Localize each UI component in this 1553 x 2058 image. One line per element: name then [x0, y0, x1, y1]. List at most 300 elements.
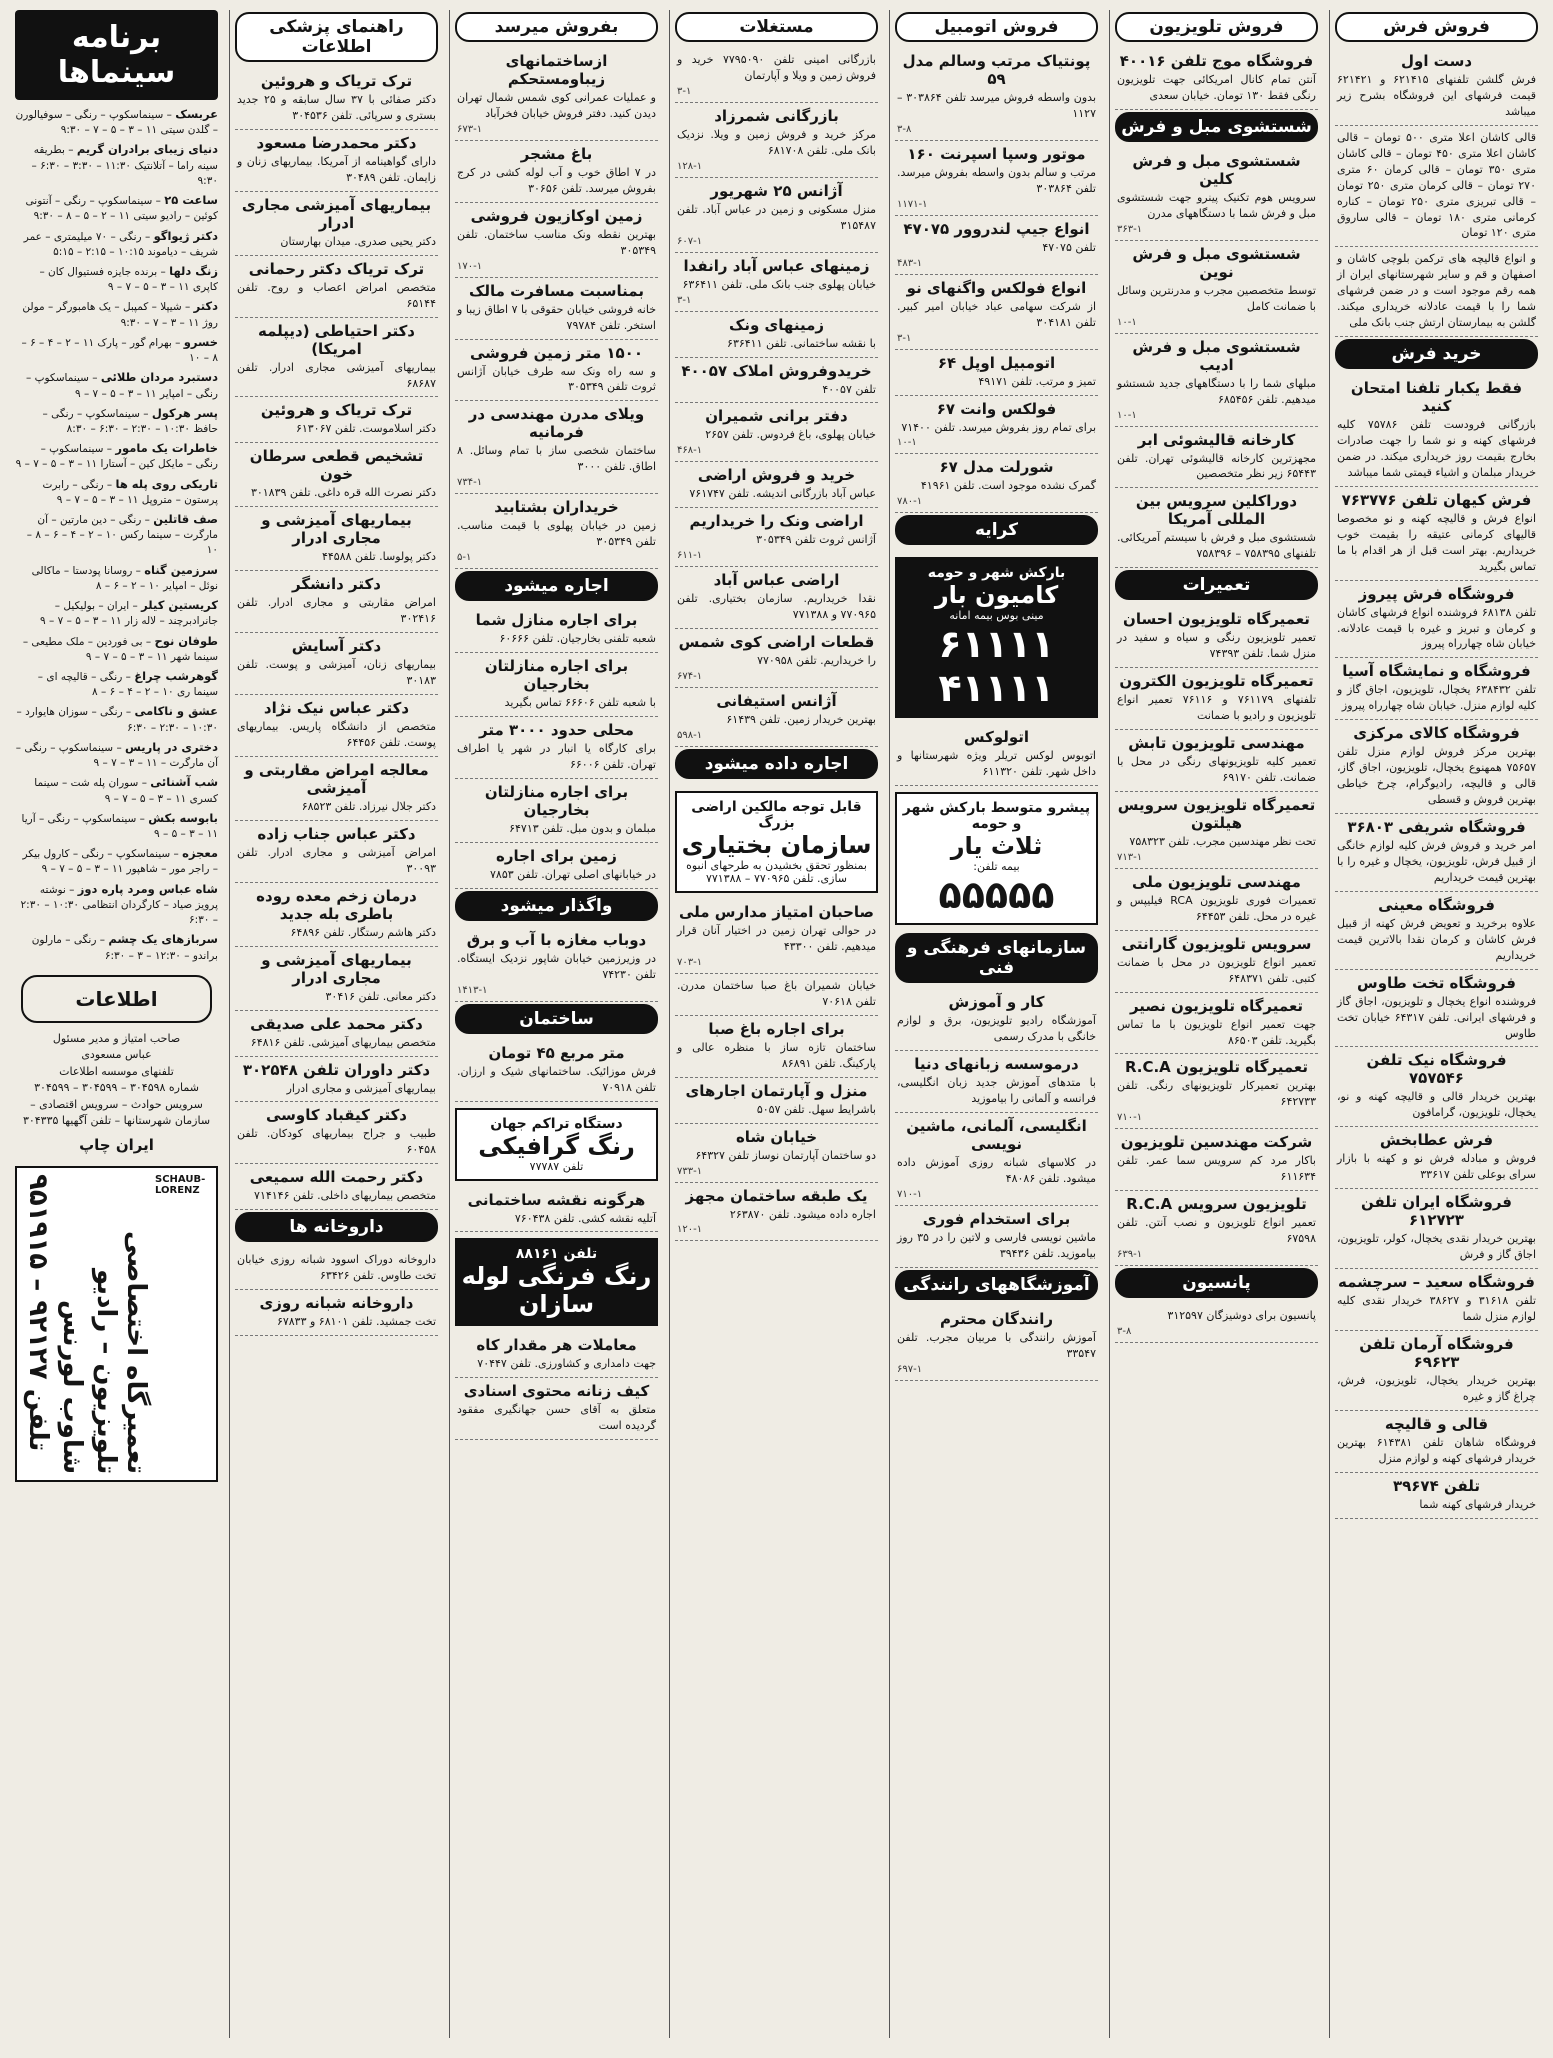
film-details: رنگی – دین مارتین – آن مارگرت – سینما رکس ۱۰ – ۲ – ۴ – ۶ – ۸ – ۱۰ [26, 514, 218, 557]
classified-ad [1335, 658, 1538, 720]
classified-ad [675, 48, 878, 103]
film-name: دکتر [193, 299, 218, 314]
ad-code: ۳۶۳-۱ [1117, 223, 1143, 235]
ad-title: فروشگاه کالای مرکزی [1353, 724, 1520, 743]
ad-title: فقط یکبار تلفنا امتحان کنید [1350, 379, 1523, 416]
ad-text: بهترین خریدار قالی و قالیچه کهنه و نو، یخچال، تلویزیون، گرامافون [1337, 1090, 1536, 1120]
classified-ad [895, 454, 1098, 513]
ad-text: بازرگانی امینی تلفن ۷۷۹۵۰۹۰ خرید و فروش زمین و ویلا و آپارتمان [677, 53, 876, 82]
ad-code: ۵۹۸-۱ [677, 730, 703, 741]
ad-code: ۷۳۴-۱ [457, 477, 483, 489]
film-name: طوفان نوح [154, 633, 218, 648]
ad-text: مجهزترین کارخانه قالیشوئی تهران. تلفن ۶۵۴۴۳ زیر نظر متخصصین [1117, 451, 1316, 481]
ad-title: برای استخدام فوری [922, 1209, 1071, 1228]
classified-ad [455, 141, 658, 203]
display-ad-box [895, 557, 1098, 718]
ad-title: فولکس وانت ۶۷ [936, 399, 1057, 418]
film-details: سینماسکوپ – رنگی – امپایر ۱۱ – ۳ – ۵ – ۷ – ۹ [26, 372, 218, 400]
classified-ad [235, 443, 438, 507]
classified-ad [1115, 869, 1318, 931]
ad-title: شورلت مدل ۶۷ [939, 458, 1054, 477]
film-details: روسانا پودستا – ماکالی نوئل – امپایر ۱۰ – ۲ – ۶ – ۸ [31, 564, 218, 592]
cinema-listing: زنگ دلها – برنده جایزه فستیوال کان – کاپری ۱۱ – ۳ – ۵ – ۷ – ۹ [39, 263, 218, 294]
ad-title: آژانس ۲۵ شهریور [710, 181, 843, 200]
ad-text: خیابان شمیران باغ صبا ساختمان مدرن. تلفن ۷۰۶۱۸ [677, 978, 876, 1008]
ad-text: برای تمام روز بفروش میرسد. تلفن ۷۱۴۰۰ [901, 420, 1096, 434]
section-header: فروش تلویزیون [1115, 12, 1318, 42]
film-details: رنگی – مارلون براندو – ۱۲:۳۰ – ۳ – ۶:۳۰ [31, 934, 218, 962]
ad-text: امر خرید و فروش فرش کلیه لوازم خانگی از قبیل فرش، تلویزیون، یخچال و غیره را با بهترین قیمت خریداریم [1337, 839, 1536, 884]
cinema-program-header: برنامه سینماها [15, 10, 218, 100]
classified-ad [1335, 1473, 1538, 1519]
ad-title: فروشگاه و نمایشگاه آسیا [1342, 662, 1531, 681]
ad-code: ۳-۱ [897, 332, 912, 344]
classified-ad [455, 340, 658, 402]
classified-ad [235, 130, 438, 192]
section-header: اجاره داده میشود [675, 749, 878, 779]
ad-text: امراض آمیزشی و مجاری ادرار. تلفن ۳۰۰۹۳ [237, 845, 436, 875]
film-details: سینماسکوپ – رنگی – آن مارگرت – ۱۱ – ۳ – ۷ – ۹ [15, 741, 218, 770]
classified-ad [895, 1306, 1098, 1381]
ad-title: منزل و آپارتمان اجارهای [685, 1081, 868, 1100]
ad-text: جهت دامداری و کشاورزی. تلفن ۷۰۴۴۷ [477, 1357, 656, 1371]
ad-code: ۱۰-۱ [1117, 316, 1137, 328]
column-4 [669, 10, 883, 2038]
ad-title: دکتر محمد علی صدیقی [250, 1014, 423, 1033]
classified-ad [1115, 730, 1318, 792]
film-name: پسر هرکول [151, 405, 218, 420]
ad-text: متخصص از دانشگاه پاریس. بیماریهای پوست. تلفن ۶۴۴۵۶ [237, 720, 436, 749]
section-header: بفروش میرسد [455, 12, 658, 42]
classified-ad [235, 256, 438, 318]
classified-ad [1335, 1331, 1538, 1411]
ad-title: دکتر دانشگر [292, 575, 381, 594]
film-name: عشق و ناکامی [134, 704, 218, 719]
ad-title: هرگونه نقشه ساختمانی [467, 1190, 646, 1209]
ad-text: پانسیون برای دوشیزگان ۳۱۲۵۹۷ [1167, 1309, 1316, 1323]
ad-code: ۱۷۰-۱ [457, 260, 483, 272]
ad-text: در ۷ اطاق خوب و آب لوله کشی در کرج بفروش میرسد. تلفن ۳۰۶۵۶ [457, 165, 656, 195]
section-header: خرید فرش [1335, 339, 1538, 369]
ad-text: تلفن ۶۳۸۴۳۲ یخچال، تلویزیون، اجاق گاز و کلیه لوازم منزل. خیابان شاه چهارراه پیروز [1337, 683, 1537, 713]
ad-text: توسط متخصصین مجرب و مدرنترین وسائل با ضمانت کامل [1117, 283, 1316, 313]
film-name: خسرو [183, 334, 218, 349]
ad-title: کارخانه قالیشوئی ابر [1137, 430, 1296, 449]
ad-code: ۷۸۰-۱ [897, 496, 923, 508]
ad-text: فروشگاه شاهان تلفن ۶۱۴۳۸۱ بهترین خریدار فرشهای کهنه و لوازم منزل [1337, 1435, 1536, 1465]
classified-ad [1115, 427, 1318, 489]
film-details: نوشته پرویز صیاد – کارگردان انتظامی ۱۰:۳۰ – ۲:۳۰ – ۶:۳۰ [20, 883, 218, 927]
classified-ad [235, 1164, 438, 1210]
classified-ad [1335, 48, 1538, 126]
ad-title: قطعات اراضی کوی شمس [678, 633, 875, 652]
classified-ad [895, 48, 1098, 141]
classified-ad [1335, 814, 1538, 892]
film-details: رنگی – سوزان هایوارد – ۱۰:۳۰ – ۲:۳۰ – ۶:۳۰ [16, 706, 218, 734]
classified-ad [1335, 581, 1538, 659]
film-details: سینماسکوپ – رنگی – سوفیالورن – گلدن سیتی ۱۱ – ۳ – ۵ – ۷ – ۹:۳۰ [15, 109, 218, 137]
ad-text: داروخانه دوراک اسوود شبانه روزی خیابان تخت طاوس. تلفن ۶۳۴۲۶ [237, 1253, 436, 1283]
classified-ad [675, 688, 878, 747]
ad-title: فروشگاه شریفی ۳۶۸۰۳ [1347, 818, 1526, 836]
classified-ad [235, 1102, 438, 1164]
classified-ad [675, 1016, 878, 1078]
classified-ad [455, 48, 658, 141]
cinema-listings [15, 106, 218, 967]
classified-ad [1335, 720, 1538, 814]
classified-ad [1115, 606, 1318, 668]
film-name: کریستین کیلر [141, 598, 218, 613]
ad-text: شستشوی مبل و فرش با سیستم آمریکائی. تلفنهای ۷۵۸۳۹۵ – ۷۵۸۳۹۶ [1117, 531, 1316, 561]
ad-text: متخصص بیماریهای داخلی. تلفن ۷۱۴۱۴۶ [254, 1189, 436, 1203]
classified-ad [1335, 970, 1538, 1048]
ad-title: خریداران بشتابید [494, 498, 619, 517]
classified-ad [235, 947, 438, 1011]
cinema-listing: سرزمین گناه – روسانا پودستا – ماکالی نوئل – امپایر ۱۰ – ۲ – ۶ – ۸ [31, 562, 218, 592]
classified-ad [675, 629, 878, 688]
classified-ad [675, 312, 878, 358]
ad-title: خیابان شاه [735, 1127, 818, 1146]
film-details: شیپلا – کمپبل – یک هامبورگر – مولن روژ ۱۱ – ۳ – ۷ – ۹:۳۰ [22, 301, 218, 329]
film-details: بی فوردین – ملک مطیعی – سینما شهر ۱۱ – ۳ – ۵ – ۷ – ۹ [22, 635, 218, 663]
ad-text: بهترین خریدار نقدی یخچال، کولر، تلویزیون، اجاق گاز و فرش [1337, 1232, 1536, 1262]
ad-title: دکتر احتیاطی (دیپلمه امریکا) [257, 321, 416, 358]
classified-ad [455, 494, 658, 569]
ad-text: ساختمان تازه ساز با منظره عالی و پارکینگ. تلفن ۸۶۸۹۱ [677, 1040, 876, 1070]
ad-text: با نقشه ساختمانی. تلفن ۶۳۶۴۱۱ [727, 336, 876, 350]
ad-title: دوراکلین سرویس بین المللی آمریکا [1135, 492, 1298, 529]
cinema-listing: عربسک – سینماسکوپ – رنگی – سوفیالورن – گلدن سیتی ۱۱ – ۳ – ۵ – ۷ – ۹:۳۰ [15, 107, 218, 137]
masthead [15, 1031, 218, 1157]
ad-text: تعمیر انواع تلویزیون و نصب آنتن. تلفن ۶۷۵۹۸ [1117, 1216, 1316, 1246]
film-name: شاه عباس ومرد پاره دوز [77, 881, 218, 896]
ad-code: ۴۶۸-۱ [677, 445, 703, 457]
section-header: فروش فرش [1335, 12, 1538, 42]
cinema-listing: شب آشنائی – سوران پله شت – سینما کسری ۱۱ – ۳ – ۵ – ۷ – ۹ [34, 775, 218, 805]
ad-title: بمناسبت مسافرت مالک [469, 281, 644, 300]
ad-text: بازرگانی فرودست تلفن ۷۵۷۸۶ کلیه فرشهای کهنه و نو شما را جهت صادرات بخارج بقیمت روز خریداری میکند. در ضمن خریدار مبلمان و اشیاء قیمتی شما میباشد [1337, 418, 1536, 479]
ad-text: و انواع قالیچه های ترکمن بلوچی کاشان و اصفهان و قم و سایر شهرستانهای ایران از همه رقم موجود است و در ضمن فرشهای شما را با قیمت عادلانه خریداری میکند. گلشن به بیمارستان ارتش جنب بانک ملی [1337, 252, 1536, 330]
section-header: داروخانه ها [235, 1212, 438, 1242]
column-3 [889, 10, 1103, 2038]
ad-title: فرش عطابخش [1379, 1131, 1494, 1150]
film-details: ایران – بولیکیل – جانرادبرچند – لاله زار ۱۱ – ۳ – ۵ – ۷ – ۹ [40, 600, 218, 628]
ad-text: در کلاسهای شبانه روزی آموزش داده میشود. تلفن ۴۸۰۸۶ [897, 1156, 1096, 1185]
film-details: سینماسکوپ – رنگی – مایکل کین – آستارا ۱۱ – ۳ – ۵ – ۷ – ۹ [15, 443, 218, 471]
classified-ad [895, 350, 1098, 396]
film-name: خاطرات یک مامور [115, 441, 218, 456]
classified-ad [1115, 993, 1318, 1055]
ad-title: تلفن ۳۹۶۷۴ [1392, 1476, 1481, 1495]
column-7 [10, 10, 223, 2038]
ad-code: ۷۰۳-۱ [677, 956, 703, 968]
ad-code: ۵-۱ [457, 552, 472, 564]
ad-text: را خریداریم. تلفن ۷۷۰۹۵۸ [757, 654, 876, 668]
classified-ad [895, 141, 1098, 216]
ad-text: سرویس هوم تکنیک پینرو جهت شستشوی مبل و فرش شما با دستگاههای مدرن [1117, 190, 1316, 220]
film-name: زنگ دلها [169, 263, 218, 278]
masthead-line: سرویس حوادث – سرویس اقتصادی – سازمان شهرستانها – تلفن آگهیها ۳۰۴۳۳۵ [22, 1097, 211, 1128]
classified-ad [235, 821, 438, 883]
ad-text: با متدهای آموزش جدید زبان انگلیسی، فرانسه و آلمانی را بیاموزید [897, 1076, 1096, 1106]
section-header: شستشوی مبل و فرش [1115, 112, 1318, 142]
box-note: بیمه تلفن: [973, 860, 1020, 874]
masthead-line: عباس مسعودی [81, 1048, 152, 1062]
ad-text: بهترین خریدار زمین. تلفن ۶۱۴۳۹ [726, 713, 876, 727]
ad-title: شستشوی مبل و فرش کلین [1132, 151, 1301, 188]
cinema-listing: خسرو – بهرام گور – پارک ۱۱ – ۲ – ۴ – ۶ – ۸ – ۱۰ [21, 334, 218, 365]
ad-text: تعمیرات فوری تلویزیون RCA فیلیپس و غیره در محل. تلفن ۶۴۴۵۳ [1117, 893, 1316, 923]
column-6 [229, 10, 443, 2038]
ad-title: ازساختمانهای زیباومستحکم [505, 52, 608, 88]
ad-code: ۶۹۷-۱ [897, 1363, 923, 1375]
classified-ad [1335, 1189, 1538, 1269]
classified-ad [235, 192, 438, 256]
classified-ad [455, 717, 658, 779]
ad-text: نقدا خریداریم. سازمان بختیاری. تلفن ۷۷۰۹۶۵ و ۷۷۱۳۸۸ [677, 592, 876, 622]
film-details: سینماسکوپ – رنگی – آنتونی کوئین – رادیو سیتی ۱۱ – ۲ – ۵ – ۸ – ۹:۳۰ [25, 195, 218, 223]
classified-ad [675, 462, 878, 508]
ad-text: اتوبوس لوکس تریلر ویژه شهرستانها و داخل شهر. تلفن ۶۱۱۳۲۰ [897, 749, 1096, 779]
ad-text: متخصص امراض اعصاب و روح. تلفن ۶۵۱۴۴ [237, 280, 436, 310]
ad-text: شعبه تلفنی بخارجیان. تلفن ۶۰۶۶۶ [499, 632, 656, 646]
cinema-listing: شاه عباس ومرد پاره دوز – نوشته پرویز صیاد – کارگردان انتظامی ۱۰:۳۰ – ۲:۳۰ – ۶:۳۰ [20, 881, 218, 927]
classified-ad [1115, 241, 1318, 334]
ad-text: متعلق به آقای حسن جهانگیری مفقود گردیده است [457, 1403, 656, 1433]
classified-ad [235, 318, 438, 398]
ad-title: دکتر محمدرضا مسعود [256, 133, 417, 152]
ad-title: درموسسه زبانهای دنیا [914, 1055, 1079, 1074]
ad-title: قالی و قالیچه [1384, 1414, 1489, 1433]
schaub-lorenz-ad [15, 1166, 218, 1482]
box-title: رنگ فرنگی لوله سازان [461, 1262, 652, 1319]
ad-text: دکتر جلال نیرزاد. تلفن ۶۸۵۲۳ [301, 799, 436, 813]
classified-ad [895, 724, 1098, 786]
ad-title: تعمیرگاه تلویزیون الکترون [1119, 672, 1314, 691]
film-name: تاریکی روی پله ها [115, 476, 218, 491]
ad-title: برای اجاره منازل شما [475, 611, 638, 630]
ad-text: ماشین نویسی فارسی و لاتین را در ۳۵ روز بیاموزید. تلفن ۳۹۴۳۶ [897, 1230, 1096, 1260]
classified-ad [675, 403, 878, 462]
ad-text: دکتر اسلاموست. تلفن ۶۱۳۰۶۷ [295, 422, 436, 436]
ad-title: تعمیرگاه تلویزیون احسان [1123, 610, 1310, 629]
repair-shop-title: تعمیرگاه اختصاصی تلویزیون – رادیو [91, 1231, 151, 1475]
ad-text: انواع فرش و قالیچه کهنه و نو مخصوصا قالیهای کرمانی عتیقه را بقیمت خوب خریداریم. بهتر است قبل از هر اقدام با ما تماس بگیرید [1337, 511, 1536, 573]
section-header: تعمیرات [1115, 570, 1318, 600]
ad-text: تلفنهای ۷۶۱۱۷۹ و ۷۶۱۱۶ تعمیر انواع تلویزیون و رادیو با ضمانت [1117, 693, 1317, 723]
box-subtitle: قابل توجه مالکین اراضی بزرگ [691, 799, 862, 831]
classified-ad [235, 1248, 438, 1290]
column-2 [1109, 10, 1323, 2038]
ad-code: ۷۱۰-۱ [1117, 1112, 1143, 1124]
ad-text: امراض مقاربتی و مجاری ادرار. تلفن ۳۰۲۴۱۶ [237, 596, 436, 626]
ad-title: انگلیسی، آلمانی، ماشین نویسی [906, 1117, 1087, 1153]
classified-ad [455, 203, 658, 278]
classified-ad [455, 843, 658, 889]
ad-text: بهترین خریدار یخچال، تلویزیون، فرش، چراغ گاز و غیره [1337, 1373, 1536, 1403]
ad-title: مهندسی تلویزیون تابش [1128, 734, 1305, 752]
ad-text: بیماریهای آمیزشی و مجاری ادرار [286, 1081, 436, 1095]
classified-ad [1335, 1047, 1538, 1127]
ad-code: ۶۰۷-۱ [677, 235, 703, 247]
ad-text: و عملیات عمرانی کوی شمس شمال تهران دیدن کنید. دفتر فروش خیابان فخرآباد [457, 91, 656, 120]
ad-title: خرید و فروش اراضی [697, 466, 856, 485]
ad-title: دکتر عباس نیک نژاد [263, 699, 410, 717]
ad-title: معالجه امراض مقاربتی و آمیزشی [244, 760, 429, 797]
ad-title: شستشوی مبل و فرش ادیب [1132, 337, 1301, 374]
display-ad-box [455, 1108, 658, 1181]
classified-ad [675, 358, 878, 404]
ad-text: تلفن ۶۸۱۳۸ فروشنده انواع فرشهای کاشان و کرمان و تبریز و غیره با قیمت عادلانه. خیابان شاه چهارراه پیروز [1337, 605, 1537, 651]
ad-code: ۱۲۸-۱ [677, 160, 703, 172]
ad-code: ۳-۸ [897, 123, 912, 135]
ad-title: دکتر داوران تلفن ۳۰۲۵۴۸ [242, 1060, 431, 1079]
ad-code: ۶۷۳-۱ [457, 123, 483, 135]
ad-title: ترک تریاک دکتر رحمانی [248, 259, 425, 278]
film-name: گوهرشب چراغ [134, 669, 218, 683]
box-title: رنگ گرافیکی [478, 1131, 635, 1160]
ad-title: تعمیرگاه تلویزیون R.C.A [1124, 1058, 1309, 1077]
ad-title: معاملات هر مقدار کاه [476, 1336, 637, 1355]
box-title: سازمان بختیاری [681, 831, 872, 859]
ad-text: آژانس ثروت تلفن ۳۰۵۳۴۹ [756, 533, 876, 547]
ad-title: زمین برای اجاره [496, 846, 617, 865]
ad-text: متخصص بیماریهای آمیزشی. تلفن ۶۴۸۱۶ [250, 1035, 436, 1049]
classified-ad [455, 401, 658, 494]
ad-title: متر مربع ۴۵ تومان [488, 1043, 625, 1062]
ad-text: بهترین تعمیرکار تلویزیونهای رنگی. تلفن ۶۴۲۷۳۳ [1117, 1079, 1316, 1109]
box-title: کامیون بار [934, 581, 1059, 610]
classified-ad [235, 68, 438, 130]
film-name: صف قاتلین [153, 512, 218, 527]
ad-code: ۱۰-۱ [1117, 409, 1137, 421]
ad-title: سرویس تلویزیون گارانتی [1121, 934, 1312, 953]
classified-ad [1335, 247, 1538, 337]
classified-ad [895, 396, 1098, 455]
ad-title: باغ مشجر [520, 144, 593, 163]
ad-title: فروشگاه نیک تلفن ۷۵۷۵۴۶ [1366, 1051, 1507, 1088]
cinema-listing: دختری در پاریس – سینماسکوپ – رنگی – آن مارگرت – ۱۱ – ۳ – ۷ – ۹ [15, 739, 218, 770]
ad-title: ۱۵۰۰ متر زمین فروشی [470, 343, 643, 362]
ad-text: مبلهای شما را با دستگاههای جدید شستشو میدهیم. تلفن ۶۸۵۴۵۶ [1117, 376, 1316, 406]
cinema-listing: عشق و ناکامی – رنگی – سوزان هایوارد – ۱۰:۳۰ – ۲:۳۰ – ۶:۳۰ [16, 704, 218, 734]
ad-title: مهندسی تلویزیون ملی [1132, 872, 1301, 891]
ad-title: ترک تریاک و هروئین [260, 401, 413, 420]
classified-ad [1115, 931, 1318, 993]
section-header: آموزشگاههای رانندگی [895, 1270, 1098, 1300]
classified-ad [675, 899, 878, 974]
newspaper-page [10, 10, 1543, 2038]
film-details: سینماسکوپ – رنگی – آریا ۱۱ – ۳ – ۵ – ۹ [21, 812, 218, 840]
ad-title: دفتر برانی شمیران [705, 407, 848, 426]
ad-text: فرش گلشن تلفنهای ۶۲۱۴۱۵ و ۶۲۱۴۲۱ قیمت فرشهای این فروشگاه بشرح زیر میباشد [1337, 73, 1536, 118]
ad-text: خریدار فرشهای کهنه شما [1419, 1497, 1536, 1511]
section-header: سازمانهای فرهنگی و فنی [895, 933, 1098, 983]
classified-ad [1115, 334, 1318, 427]
ad-text: برای کارگاه یا انبار در شهر یا اطراف تهران. تلفن ۶۶۰۰۶ [457, 742, 656, 771]
ad-text: دکتر صفائی با ۳۷ سال سابقه و ۲۵ جدید بستری و سرپائی. تلفن ۳۰۴۵۳۶ [237, 93, 436, 122]
ad-text: تعمیر کلیه تلویزیونهای رنگی در محل با ضمانت. تلفن ۶۹۱۷۰ [1117, 755, 1316, 784]
brand-name: SCHAUB-LORENZ [155, 1174, 206, 1197]
box-subtitle: تلفن ۸۸۱۶۱ [515, 1246, 598, 1263]
display-ad-box [675, 791, 878, 893]
classified-ad [455, 653, 658, 717]
classified-ad [235, 757, 438, 821]
ad-title: صاحبان امتیاز مدارس ملی [678, 903, 875, 921]
cinema-listing: معجزه – سینماسکوپ – رنگی – کارول بیکر – راجر مور – شاهپور ۱۱ – ۳ – ۵ – ۷ – ۹ [22, 846, 218, 876]
classified-ad [675, 508, 878, 567]
ad-text: دارای گواهینامه از آمریکا. بیماریهای زنان و زایمان. تلفن ۳۰۴۸۹ [237, 154, 436, 184]
box-subtitle: بارکش شهر و حومه [927, 565, 1066, 582]
classified-ad [895, 989, 1098, 1051]
film-name: بابوسه بکش [148, 810, 218, 825]
section-header: اجاره میشود [455, 571, 658, 601]
classified-ad [455, 1378, 658, 1440]
ad-text: منزل مسکونی و زمین در عباس آباد. تلفن ۳۱۵۴۸۷ [677, 202, 876, 232]
ad-title: انواع فولکس واگنهای نو [906, 278, 1087, 297]
column-5 [449, 10, 663, 2038]
ad-code: ۳-۸ [1117, 1326, 1132, 1337]
cinema-listing: کریستین کیلر – ایران – بولیکیل – جانرادبرچند – لاله زار ۱۱ – ۳ – ۵ – ۷ – ۹ [40, 598, 218, 628]
classified-ad [235, 571, 438, 633]
film-details: سینماسکوپ – رنگی – کارول بیکر – راجر مور – شاهپور ۱۱ – ۳ – ۵ – ۷ – ۹ [22, 848, 218, 876]
ad-text: اجاره داده میشود. تلفن ۲۶۳۸۷۰ [729, 1207, 876, 1221]
ad-title: اراضی ونک را خریداریم [689, 512, 864, 531]
ad-code: ۱۴۱۳-۱ [457, 984, 488, 996]
ad-text: باشرایط سهل. تلفن ۵۰۵۷ [756, 1102, 876, 1116]
box-phone: ۶۱۱۱۱ ۴۱۱۱۱ [938, 622, 1055, 711]
ad-code: ۶۷۴-۱ [677, 671, 703, 683]
ad-text: زمین در خیابان پهلوی با قیمت مناسب. تلفن ۳۰۵۳۴۹ [457, 519, 656, 549]
film-name: دکتر ژیواگو [153, 228, 218, 243]
film-name: دنیای زیبای برادران گریم [76, 142, 218, 157]
classified-ad [675, 178, 878, 253]
cinema-listing: پسر هرکول – سینماسکوپ – رنگی – حافظ ۱۰:۳۰ – ۲:۳۰ – ۶:۳۰ – ۸:۳۰ [42, 405, 218, 435]
ad-title: ویلای مدرن مهندسی در فرمانیه [468, 405, 645, 442]
ad-text: بهترین مرکز فروش لوازم منزل تلفن ۷۵۶۵۷ همهنوع یخچال، تلویزیون، اجاق گاز، قالی و قالیچه، رادیوگرام، چرخ خیاطی بهترین فروش و قسطی [1337, 745, 1536, 807]
classified-ad [235, 507, 438, 571]
ad-title: برای اجاره باغ صبا [708, 1019, 845, 1038]
film-name: شب آشنائی [150, 775, 218, 790]
film-name: عربسک [175, 107, 218, 121]
ad-text: عباس آباد بازرگانی اندیشه. تلفن ۷۶۱۷۴۷ [689, 487, 876, 501]
ad-title: اتولوکس [963, 728, 1030, 747]
classified-ad [675, 1078, 878, 1124]
ad-text: فرش موزائیک. ساختمانهای شیک و ارزان. تلفن ۷۰۹۱۸ [457, 1064, 656, 1094]
ad-text: قالی کاشان اعلا متری ۵۰۰ تومان – قالی کاشان اعلا متری ۴۵۰ تومان – قالی کاشان متری ۳۵۰ تومان – قالی کرمان ۶۰ متری ۲۷۰ تومان – قالی کرمان متری ۲۵۰ تومان – قالی تبریزی متری ۲۵۰ تومان – کناره کرمانی متری ۱۸۰ تومان – قالی ساروق متری ۱۲۰ تومان [1337, 130, 1537, 240]
film-name: ساعت ۲۵ [164, 193, 218, 208]
ad-title: یک طبقه ساختمان مجهز [685, 1186, 868, 1205]
ad-title: تشخیص قطعی سرطان خون [249, 447, 424, 484]
ad-title: دوباب مغازه با آب و برق [466, 930, 647, 949]
ad-text: مرتب و سالم بدون واسطه بفروش میرسد. تلفن ۳۰۳۸۶۴ [897, 165, 1096, 195]
masthead-line: شماره ۳۰۴۵۹۸ – ۳۰۴۵۹۹ – ۳۰۴۵۹۹ [34, 1081, 199, 1095]
section-header: واگذار میشود [455, 891, 658, 921]
classified-ad [1115, 792, 1318, 869]
classified-ad [235, 695, 438, 757]
classified-ad [895, 1113, 1098, 1206]
box-title: ثلاث یار [950, 832, 1043, 861]
ad-text: فروشنده انواع یخچال و تلویزیون، اجاق گاز و فرشهای ایرانی. تلفن ۶۴۳۱۷ خیابان تخت طاوس [1337, 994, 1536, 1040]
box-subtitle: پیشرو متوسط بارکش شهر و حومه [902, 800, 1091, 833]
classified-ad [675, 103, 878, 178]
ad-title: تعمیرگاه تلویزیون سرویس هیلتون [1117, 795, 1316, 832]
ad-title: شرکت مهندسین تلویزیون [1120, 1133, 1313, 1152]
ad-title: فروشگاه موج تلفن ۴۰۰۱۶ [1119, 52, 1314, 70]
cinema-listing: تاریکی روی پله ها – رنگی – رابرت پرستون – متروپل ۱۱ – ۳ – ۵ – ۷ – ۹ [42, 476, 218, 506]
classified-ad [675, 974, 878, 1016]
ad-title: کار و آموزش [948, 993, 1045, 1012]
